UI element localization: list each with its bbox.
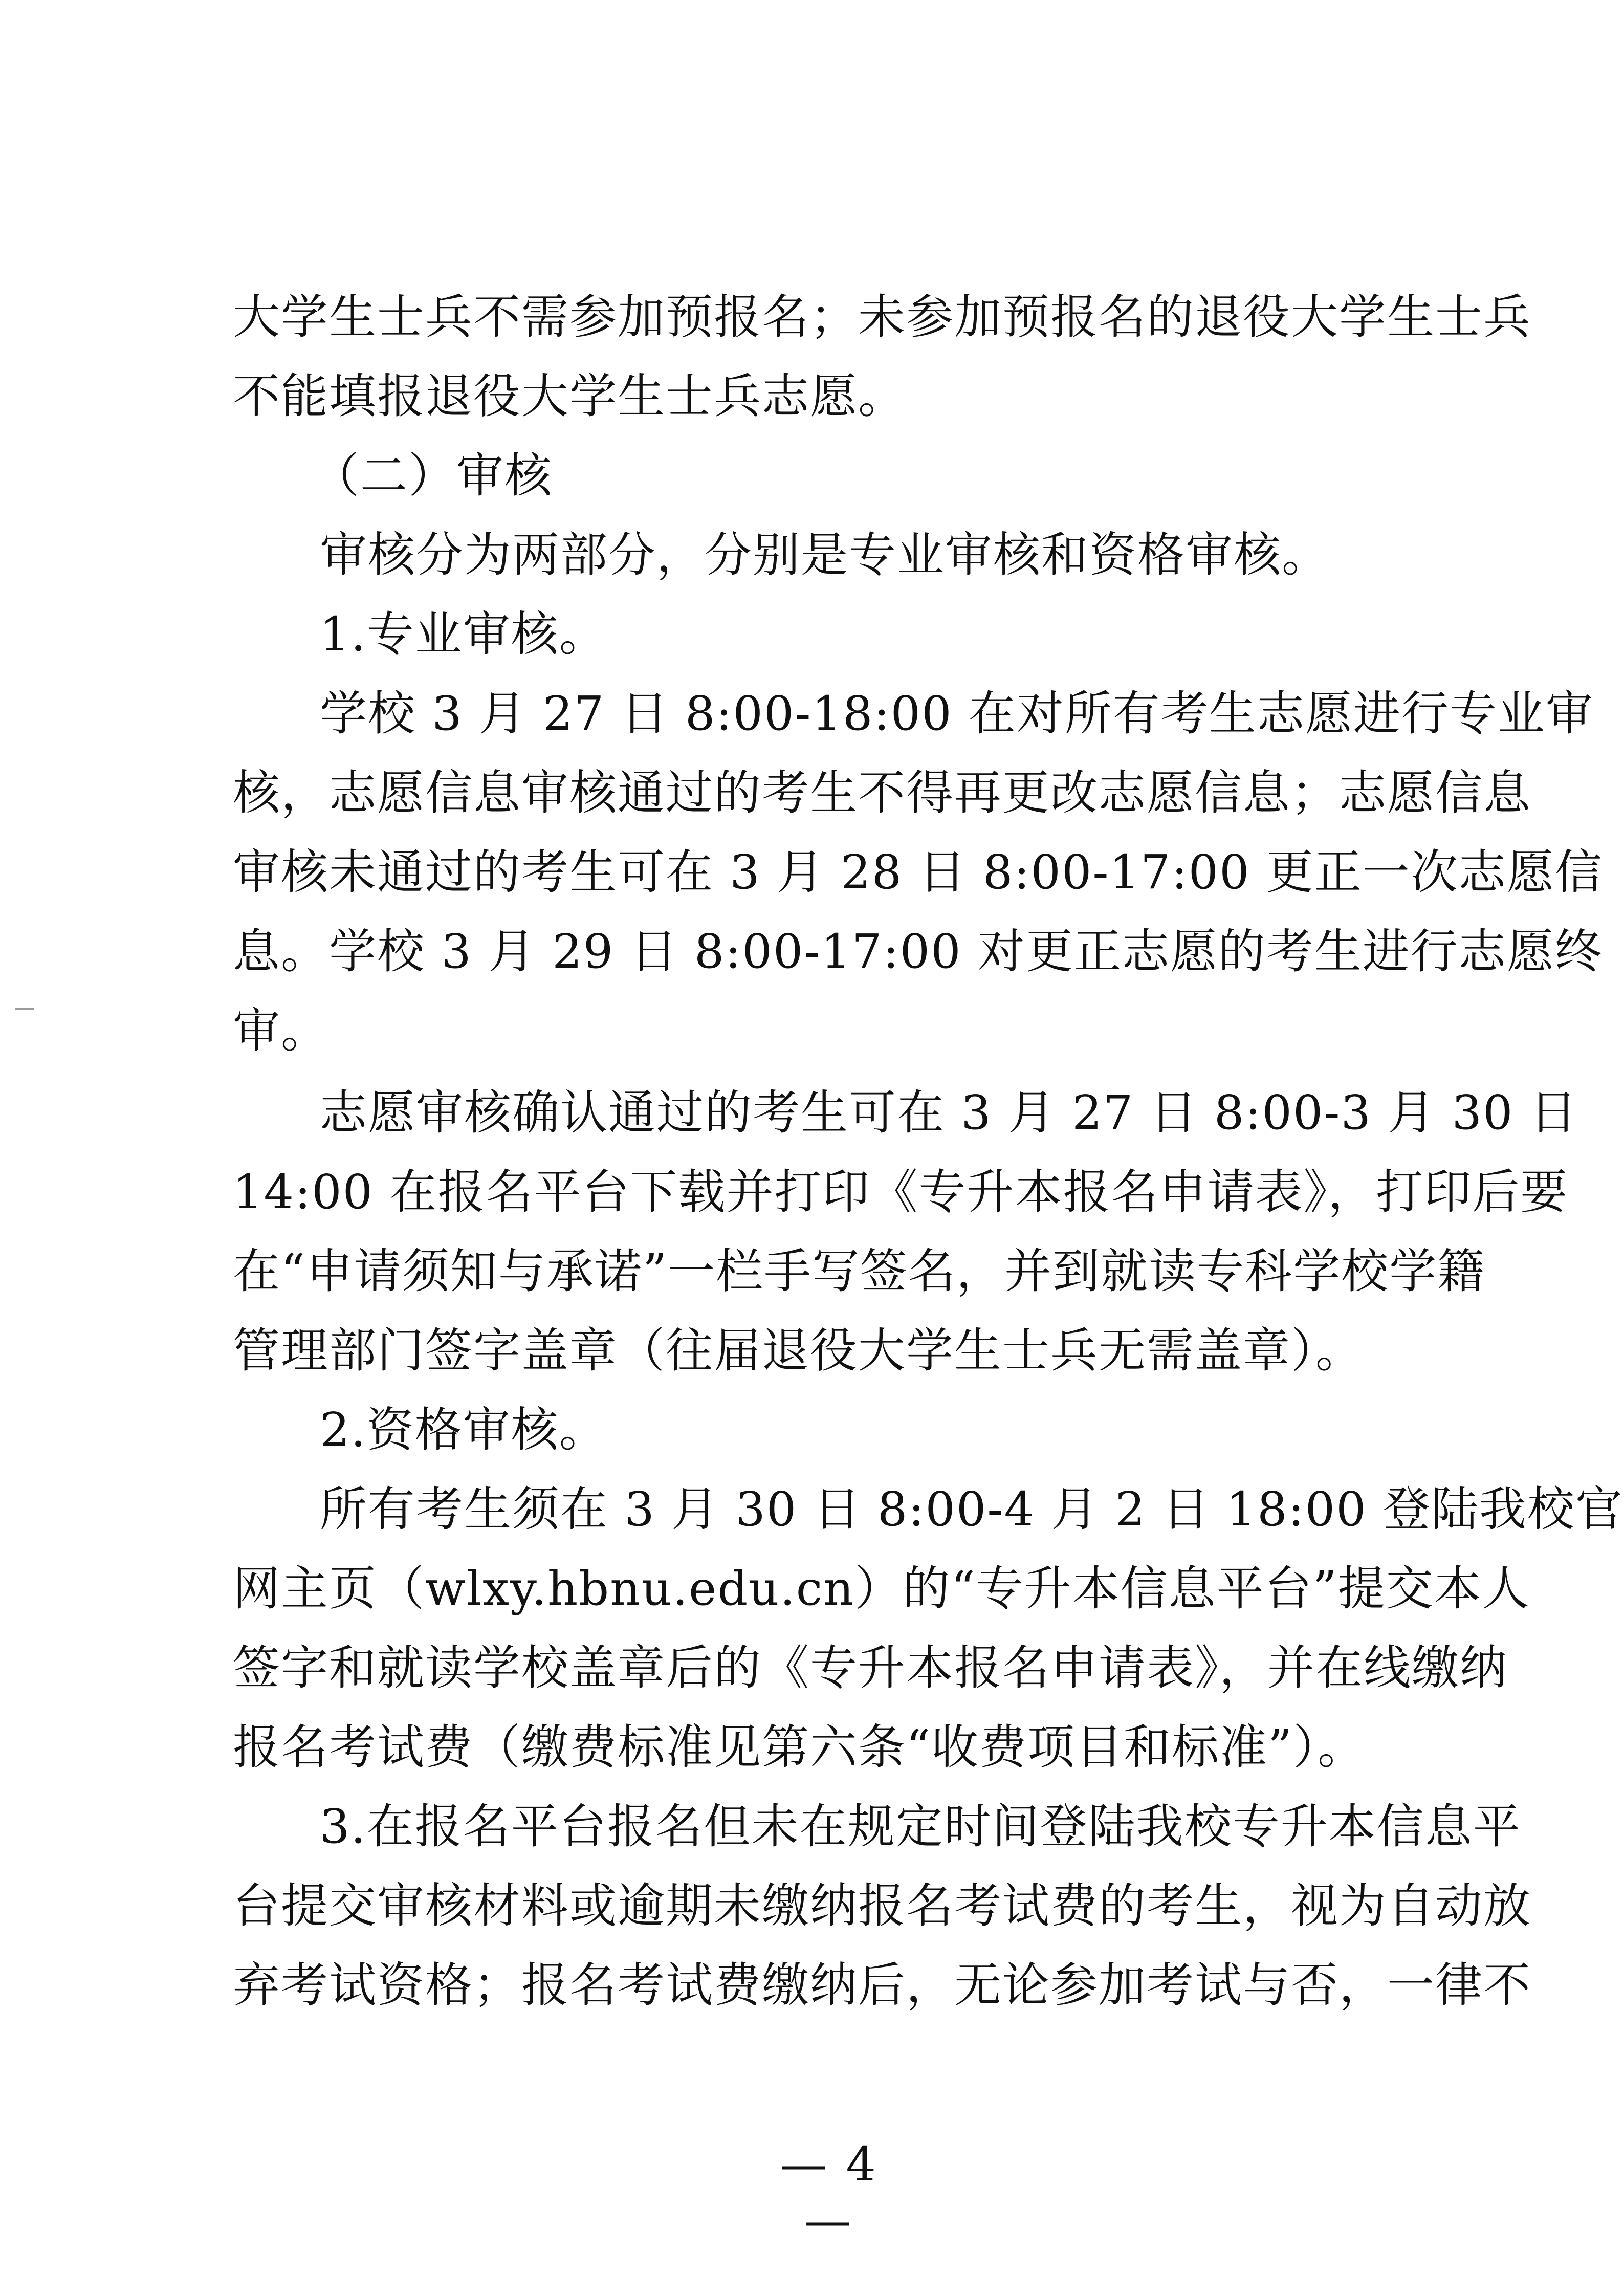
subsection-heading: 2.资格审核。 bbox=[320, 1403, 607, 1457]
section-heading: （二）审核 bbox=[312, 448, 553, 503]
text-line: 弃考试资格；报名考试费缴纳后，无论参加考试与否，一律不 bbox=[233, 1958, 1532, 2013]
text-line: 在“申请须知与承诺”一栏手写签名，并到就读专科学校学籍 bbox=[233, 1244, 1486, 1299]
margin-mark bbox=[15, 1008, 34, 1010]
text-line: 审。 bbox=[233, 1003, 330, 1058]
text-line: 息。学校 3 月 29 日 8:00-17:00 对更正志愿的考生进行志愿终 bbox=[233, 924, 1603, 979]
text-line: 网主页（wlxy.hbnu.edu.cn）的“专升本信息平台”提交本人 bbox=[233, 1561, 1530, 1616]
page-number: — 4 — bbox=[780, 2137, 878, 2248]
text-line: 核，志愿信息审核通过的考生不得再更改志愿信息；志愿信息 bbox=[233, 766, 1532, 820]
subsection-heading: 1.专业审核。 bbox=[320, 607, 607, 662]
text-line: 签字和就读学校盖章后的《专升本报名申请表》，并在线缴纳 bbox=[233, 1641, 1508, 1695]
text-line: 所有考生须在 3 月 30 日 8:00-4 月 2 日 18:00 登陆我校官 bbox=[320, 1482, 1623, 1537]
text-line: 不能填报退役大学生士兵志愿。 bbox=[233, 369, 907, 424]
text-line: 报名考试费（缴费标准见第六条“收费项目和标准”）。 bbox=[233, 1720, 1366, 1775]
text-line: 大学生士兵不需参加预报名；未参加预报名的退役大学生士兵 bbox=[233, 290, 1532, 344]
text-line: 14:00 在报名平台下载并打印《专升本报名申请表》，打印后要 bbox=[233, 1165, 1569, 1219]
text-line: 3.在报名平台报名但未在规定时间登陆我校专升本信息平 bbox=[320, 1799, 1521, 1854]
text-line: 志愿审核确认通过的考生可在 3 月 27 日 8:00-3 月 30 日 bbox=[320, 1085, 1578, 1140]
text-line: 审核未通过的考生可在 3 月 28 日 8:00-17:00 更正一次志愿信 bbox=[233, 845, 1603, 900]
text-line: 审核分为两部分，分别是专业审核和资格审核。 bbox=[320, 528, 1330, 582]
text-line: 管理部门签字盖章（往届退役大学生士兵无需盖章）。 bbox=[233, 1323, 1364, 1378]
text-line: 学校 3 月 27 日 8:00-18:00 在对所有考生志愿进行专业审 bbox=[320, 686, 1594, 741]
text-line: 台提交审核材料或逾期未缴纳报名考试费的考生，视为自动放 bbox=[233, 1878, 1532, 1933]
